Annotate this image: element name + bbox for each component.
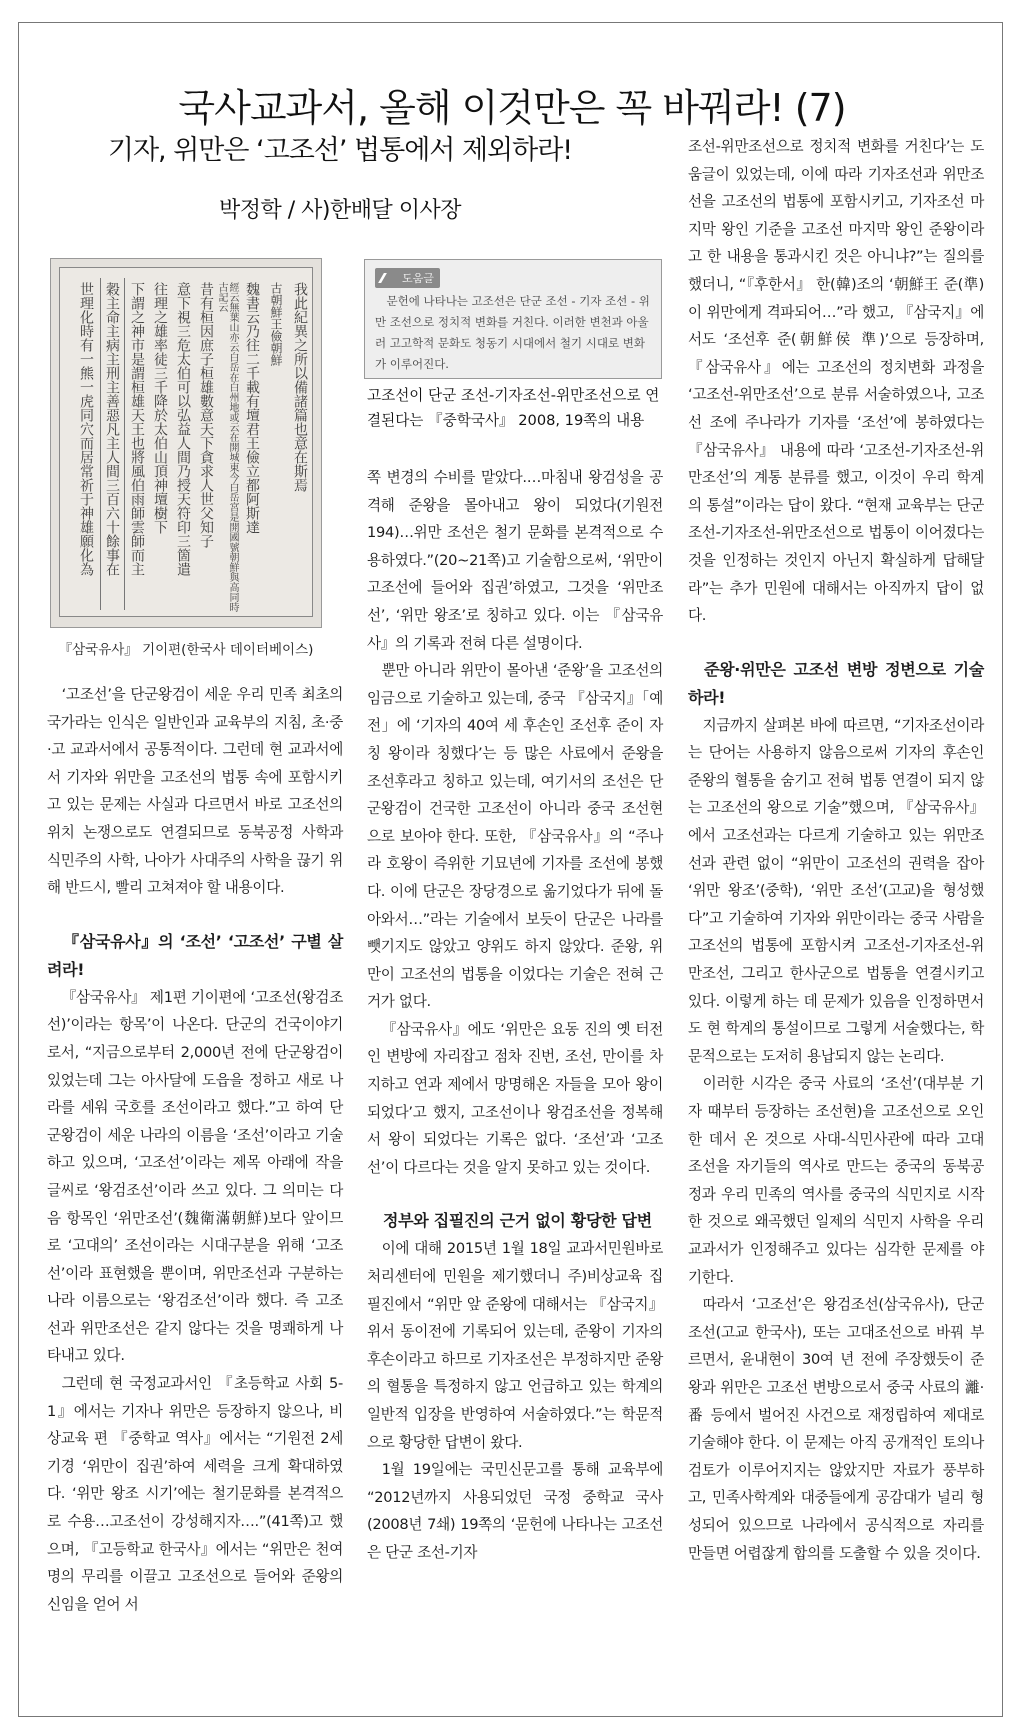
help-note-text: 문헌에 나타나는 고조선은 단군 조선 - 기자 조선 - 위만 조선으로 정치적 변화를 거친다. 이러한 변천과 아울러 고고학적 문화도 청동기 시대에서 철기 시대로 변화가 이루어진다. — [375, 294, 650, 371]
paragraph: 『삼국유사』에도 ‘위만은 요동 진의 옛 터전인 변방에 자리잡고 점차 진번, 조선, 만이를 차지하고 연과 제에서 망명해온 자들을 모아 왕이 되었다’고 했지, 고조선이나 왕검조선을 정복해서 왕이 되었다는 기록은 없다. ‘조선’과 ‘고조선’이 다르다는 것을 알지 못하고 있는 것이다. — [367, 1020, 663, 1176]
author-byline: 박정학 / 사)한배달 이사장 — [219, 198, 461, 223]
scan-text-column: 經云無葉山亦云白岳在白州地或云在開城東今白岳宮是開國號朝鮮與高同時古記云 — [216, 282, 238, 612]
paragraph: 따라서 ‘고조선’은 왕검조선(삼국유사), 단군조선(고교 한국사), 또는 고대조선으로 바꿔 부르면서, 윤내현이 30여 년 전에 주장했듯이 준왕과 위만은 고조선 변방으로서 중국 사료의 灕·番 등에서 벌어진 사건으로 재정립하여 제대로 기술해야 한다. 이 문제는 아직 공개적인 토의나 검토가 이루어지지는 않았지만 자료가 풍부하고, 민족사학계와 대중들에게 공감대가 널리 형성되어 있으므로 나라에서 공식적으로 자리를 만들면 어렵잖게 합의를 도출할 수 있을 것이다. — [688, 1296, 984, 1562]
paragraph: 지금까지 살펴본 바에 따르면, “기자조선이라는 단어는 사용하지 않음으로써 기자의 후손인 준왕의 혈통을 숨기고 전혀 법통 연결이 되지 않는 고조선의 왕으로 기술”했으며, 『삼국유사』에서 고조선과는 다르게 기술하고 있는 위만조선과 관련 없이 “위만이 고조선의 권력을 잡아 ‘위만 왕조’(중학), ‘위만 조선’(고교)을 형성했다”고 기술하여 기자와 위만이라는 중국 사람을 고조선의 법통에 포함시켜 고조선-기자조선-위만조선, 그리고 한사군으로 법통을 연결시키고 있다. 이렇게 하는 데 문제가 있음을 인정하면서도 현 학계의 통설이므로 그렇게 서술했다는, 학문적으로는 도저히 용납되지 않는 논리다. — [688, 716, 984, 1065]
series-title: 국사교과서, 올해 이것만은 꼭 바꿔라! (7) — [178, 86, 846, 131]
scan-text-column: 昔有桓因庶子桓雄數意天下貪求人世父知子 — [198, 282, 214, 548]
paragraph: 『삼국유사』 제1편 기이편에 ‘고조선(왕검조선)’이라는 항목’이 나온다. 단군의 건국이야기로서, “지금으로부터 2,000년 전에 단군왕검이 있었는데 그는 아사달에 도읍을 정하고 새로 나라를 세워 국호를 조선이라고 했다.”고 하여 단군왕검이 세운 나라의 이름을 ‘조선’이라고 기술하고 있으며, ‘고조선’이라는 제목 아래에 작을 글씨로 ‘왕검조선’이라 쓰고 있다. 그 의미는 다음 항목인 ‘위만조선’(魏衛滿朝鮮)보다 앞이므로 ‘고대의’ 조선이라는 시대구분을 위해 ‘고조선’이라 표현했을 뿐이며, 위만조선과 구분하는 나라 이름으로는 ‘왕검조선’이라 했다. 즉 고조선과 위만조선은 같지 않다는 것을 명쾌하게 나타내고 있다. — [47, 988, 343, 1365]
scan-text-column: 往理之雄率徒三千降於太伯山頂神壇樹下 — [152, 282, 168, 534]
paragraph: 쪽 변경의 수비를 맡았다.…마침내 왕검성을 공격해 준왕을 몰아내고 왕이 되었다(기원전 194)…위만 조선은 철기 문화를 본격적으로 수용하였다.”(20~21쪽)고 기술함으로써, ‘위만이 고조선에 들어와 집권’하였고, 그것을 ‘위만조선’, ‘위만 왕조’로 칭하고 있다. 이는 『삼국유사』의 기록과 전혀 다른 설명이다. — [367, 469, 663, 652]
textbook-excerpt-image — [364, 259, 662, 379]
pencil-icon — [378, 273, 401, 283]
scan-text-column: 我此紀異之所以備諸篇也意在斯焉 — [292, 282, 308, 492]
paragraph: 1월 19일에는 국민신문고를 통해 교육부에 “2012년까지 사용되었던 국정 중학교 국사(2008년 7쇄) 19쪽의 ‘문헌에 나타나는 고조선은 단군 조선-기자 — [367, 1461, 663, 1561]
paragraph: 그런데 현 국정교과서인 『초등학교 사회 5-1』에서는 기자나 위만은 등장하지 않으나, 비상교육 편 『중학교 역사』에서는 “기원전 2세기경 ‘위만이 집권’하여 세력을 크게 확대하였다. ‘위만 왕조 시기’에는 철기문화를 본격적으로 수용…고조선이 강성해지자….”(41쪽)고 했으며, 『고등학교 한국사』에서는 “위만은 천여 명의 무리를 이끌고 고조선으로 들어와 준왕의 신임을 얻어 서 — [47, 1375, 343, 1613]
paragraph: ‘고조선’을 단군왕검이 세운 우리 민족 최초의 국가라는 인식은 일반인과 교육부의 지침, 초·중·고 교과서에서 공통적이다. 그런데 현 교과서에서 기자와 위만을 고조선의 법통 속에 포함시키고 있는 문제는 사실과 다르면서 바로 고조선의 위치 논쟁으로도 연결되므로 동북공정 사학과 식민주의 사학, 나아가 사대주의 사학을 끊기 위해 반드시, 빨리 고쳐져야 할 내용이다. — [47, 686, 343, 897]
scan-text-column: 意下視三危太伯可以弘益人間乃授天符印三箇遣 — [175, 282, 191, 576]
scan-frame — [59, 267, 313, 617]
scan-text-column: 穀主命主病主刑主善惡凡主人間三百六十餘事在 — [104, 282, 120, 576]
article-column-2 — [367, 464, 663, 1567]
section-heading: 『삼국유사』의 ‘조선’ ‘고조선’ 구별 살려라! — [47, 931, 343, 979]
scan-text-column: 下謂之神市是謂桓雄天王也將風伯雨師雲師而主 — [129, 282, 145, 576]
paragraph: 이에 대해 2015년 1월 18일 교과서민원바로처리센터에 민원을 제기했더니 주)비상교육 집필진에서 “위만 앞 준왕에 대해서는 『삼국지』 위서 동이전에 기록되어 있는데, 준왕이 기자의 후손이라고 하므로 기자조선은 부정하지만 준왕의 혈통을 특정하지 않고 언급하고 있는 학계의 일반적 입장을 반영하여 서술하였다.”는 학문적으로 황당한 답변이 왔다. — [367, 1240, 663, 1451]
help-note-badge — [375, 268, 440, 288]
scan-caption: 『삼국유사』 기이편(한국사 데이터베이스) — [58, 642, 314, 658]
paragraph: 뿐만 아니라 위만이 몰아낸 ‘준왕’을 고조선의 임금으로 기술하고 있는데, 중국 『삼국지』「예전」에 ‘기자의 40여 세 후손인 조선후 준이 자칭 왕이라 칭했다’는 등 많은 사료에서 준왕을 조선후라고 칭하고 있는데, 여기서의 조선은 단군왕검이 건국한 고조선이 아니라 중국 조선현으로 보아야 한다. 또한, 『삼국유사』의 “주나라 호왕이 즉위한 기묘년에 기자를 조선에 봉했다. 이에 단군은 장당경으로 옮기었다가 뒤에 돌아와서…”라는 기술에서 보듯이 단군은 나라를 뺏기지도 않았고 양위도 하지 않았다. 준왕, 위만이 고조선의 법통을 이었다는 기술은 전혀 근거가 없다. — [367, 662, 663, 1011]
help-note-label: 도움글 — [402, 272, 434, 285]
article-column-1 — [47, 681, 343, 1618]
scan-text-column: 魏書云乃往二千載有壇君王儉立都阿斯達 — [244, 282, 260, 534]
section-heading: 준왕·위만은 고조선 변방 정변으로 기술하라! — [688, 659, 984, 707]
paragraph: 조선-위만조선으로 정치적 변화를 거친다’는 도움글이 있었는데, 이에 따라 기자조선과 위만조선을 고조선의 법통에 포함시키고, 기자조선 마지막 왕인 기준을 고조선 마지막 왕인 준왕이라고 한 내용을 통과시킨 것은 아니냐?”는 질의를 했더니, “『후한서』 한(韓)조의 ‘朝鮮王 준(準)이 위만에게 격파되어…”라 했고, 『삼국지』에서도 ‘조선후 준(朝鮮侯 準)’으로 등장하며, 『삼국유사』에는 고조선의 정치변화 과정을 ‘고조선-위만조선’으로 분류 서술하였으나, 고조선 조에 주나라가 기자를 ‘조선’에 봉하였다는 『삼국유사』 내용에 따라 ‘고조선-기자조선-위만조선’의 계통 분류를 했고, 이것이 우리 학계의 통설”이라는 답이 왔다. “현재 교육부는 단군조선-기자조선-위만조선으로 법통이 이어졌다는 것을 인정하는 것인지 아닌지 확실하게 답해달라”는 추가 민원에 대해서는 아직까지 답이 없다. — [688, 138, 984, 625]
section-heading: 정부와 집필진의 근거 없이 황당한 답변 — [383, 1211, 652, 1231]
article-column-3 — [688, 133, 984, 1567]
samguk-yusa-scan-image — [50, 258, 322, 628]
article-headline: 기자, 위만은 ‘고조선’ 법통에서 제외하라! — [107, 135, 573, 166]
scan-text-column: 世理化時有一熊一虎同穴而居常祈于神雄願化為 — [78, 282, 94, 576]
paragraph: 이러한 시각은 중국 사료의 ‘조선’(대부분 기자 때부터 등장하는 조선현)을 고조선으로 오인한 데서 온 것으로 사대-식민사관에 따라 고대 조선을 자기들의 역사로 만드는 중국의 동북공정과 우리 민족의 역사를 중국의 식민지로 시작한 것으로 왜곡했던 일제의 식민지 사학을 우리 교과서가 인정해주고 있다는 심각한 문제를 야기한다. — [688, 1075, 984, 1286]
excerpt-caption: 고조선이 단군 조선-기자조선-위만조선으로 연결된다는 『중학국사』 2008, 19쪽의 내용 — [367, 387, 660, 429]
scan-text-column: 古朝鮮王儉朝鮮 — [269, 282, 283, 366]
